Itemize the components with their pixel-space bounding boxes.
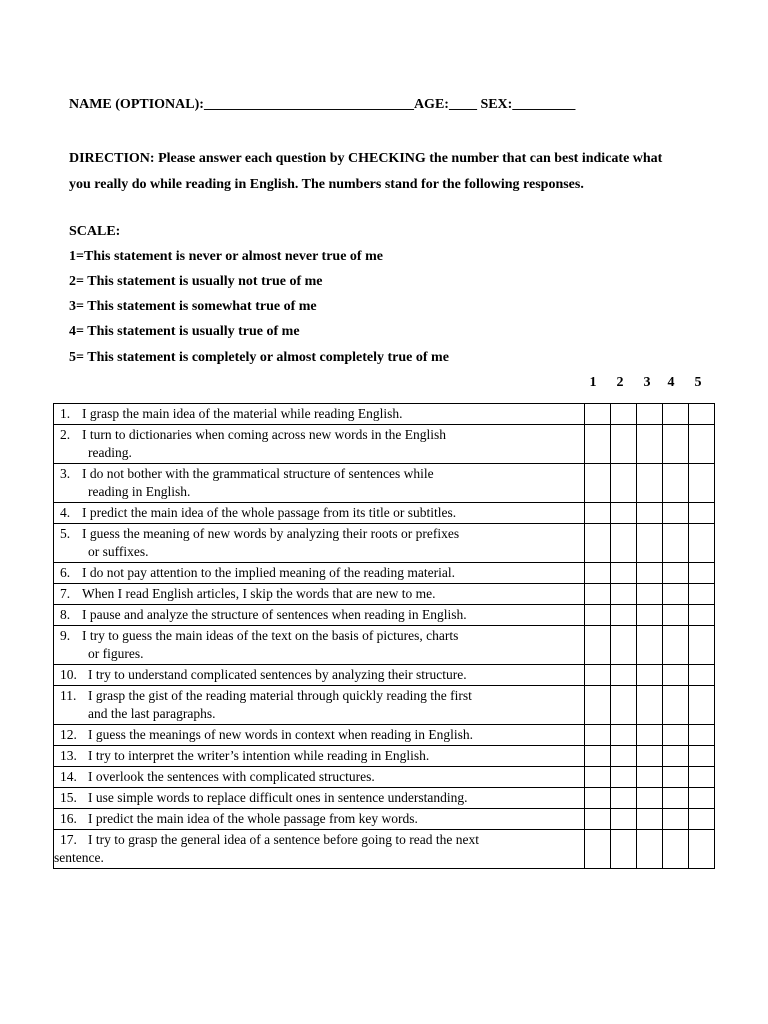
response-box-3[interactable] bbox=[637, 830, 663, 869]
question-number: 4. bbox=[60, 505, 71, 520]
response-box-1[interactable] bbox=[585, 665, 611, 686]
response-box-1[interactable] bbox=[585, 563, 611, 584]
response-box-5[interactable] bbox=[689, 425, 715, 464]
scale-item-5: 5= This statement is completely or almost completely true of me bbox=[69, 350, 449, 365]
question-number: 13. bbox=[60, 748, 77, 763]
question-number: 1. bbox=[60, 406, 71, 421]
question-number: 2. bbox=[60, 427, 71, 442]
response-box-4[interactable] bbox=[663, 809, 689, 830]
question-text: I grasp the gist of the reading material through quickly reading the first bbox=[88, 688, 472, 703]
question-text: I grasp the main idea of the material while reading English. bbox=[82, 406, 403, 421]
age-label: AGE: bbox=[413, 97, 449, 112]
question-number: 15. bbox=[60, 790, 77, 805]
response-box-3[interactable] bbox=[637, 503, 663, 524]
response-box-1[interactable] bbox=[585, 809, 611, 830]
response-box-1[interactable] bbox=[585, 788, 611, 809]
response-box-4[interactable] bbox=[663, 626, 689, 665]
question-number: 7. bbox=[60, 586, 71, 601]
question-number: 10. bbox=[60, 667, 77, 682]
scale-item-1: 1=This statement is never or almost never true of me bbox=[69, 249, 383, 264]
question-statement bbox=[54, 767, 585, 788]
response-box-1[interactable] bbox=[585, 404, 611, 425]
respondent-info-line bbox=[69, 97, 575, 113]
response-box-3[interactable] bbox=[637, 809, 663, 830]
scale-item-2: 2= This statement is usually not true of me bbox=[69, 274, 323, 289]
question-number: 8. bbox=[60, 607, 71, 622]
response-box-4[interactable] bbox=[663, 767, 689, 788]
response-box-2[interactable] bbox=[611, 725, 637, 746]
response-box-1[interactable] bbox=[585, 605, 611, 626]
table-row bbox=[54, 464, 715, 503]
response-box-3[interactable] bbox=[637, 686, 663, 725]
name-field[interactable]: ______________________________ bbox=[203, 97, 414, 112]
column-header-4: 4 bbox=[667, 375, 675, 390]
question-statement bbox=[54, 830, 585, 869]
response-box-3[interactable] bbox=[637, 425, 663, 464]
question-number: 12. bbox=[60, 727, 77, 742]
response-box-4[interactable] bbox=[663, 725, 689, 746]
response-box-4[interactable] bbox=[663, 524, 689, 563]
response-box-4[interactable] bbox=[663, 605, 689, 626]
response-box-2[interactable] bbox=[611, 404, 637, 425]
table-row bbox=[54, 584, 715, 605]
question-statement bbox=[54, 503, 585, 524]
response-box-3[interactable] bbox=[637, 584, 663, 605]
question-text: I try to grasp the general idea of a sentence before going to read the next bbox=[88, 832, 479, 847]
response-box-3[interactable] bbox=[637, 746, 663, 767]
question-statement bbox=[54, 524, 585, 563]
table-row bbox=[54, 746, 715, 767]
table-row bbox=[54, 404, 715, 425]
response-box-2[interactable] bbox=[611, 686, 637, 725]
response-box-2[interactable] bbox=[611, 605, 637, 626]
scale-title: SCALE: bbox=[69, 224, 121, 239]
response-box-3[interactable] bbox=[637, 725, 663, 746]
question-statement bbox=[54, 563, 585, 584]
response-box-4[interactable] bbox=[663, 830, 689, 869]
response-box-5[interactable] bbox=[689, 830, 715, 869]
response-box-5[interactable] bbox=[689, 584, 715, 605]
response-box-5[interactable] bbox=[689, 665, 715, 686]
response-box-4[interactable] bbox=[663, 404, 689, 425]
response-box-3[interactable] bbox=[637, 524, 663, 563]
response-box-5[interactable] bbox=[689, 524, 715, 563]
table-row bbox=[54, 767, 715, 788]
question-text: I guess the meanings of new words in context when reading in English. bbox=[88, 727, 474, 742]
response-box-2[interactable] bbox=[611, 746, 637, 767]
response-box-4[interactable] bbox=[663, 425, 689, 464]
response-box-2[interactable] bbox=[611, 830, 637, 869]
response-box-3[interactable] bbox=[637, 665, 663, 686]
question-number: 16. bbox=[60, 811, 77, 826]
column-header-3: 3 bbox=[643, 375, 651, 390]
column-header-1: 1 bbox=[589, 375, 597, 390]
response-box-5[interactable] bbox=[689, 788, 715, 809]
response-box-2[interactable] bbox=[611, 767, 637, 788]
table-row bbox=[54, 563, 715, 584]
response-box-2[interactable] bbox=[611, 584, 637, 605]
question-text: I do not pay attention to the implied meaning of the reading material. bbox=[82, 565, 456, 580]
response-box-1[interactable] bbox=[585, 626, 611, 665]
response-box-2[interactable] bbox=[611, 809, 637, 830]
response-box-1[interactable] bbox=[585, 725, 611, 746]
response-box-4[interactable] bbox=[663, 584, 689, 605]
question-text: I predict the main idea of the whole passage from its title or subtitles. bbox=[82, 505, 457, 520]
question-text: I do not bother with the grammatical structure of sentences while bbox=[82, 466, 434, 481]
response-box-5[interactable] bbox=[689, 605, 715, 626]
response-box-1[interactable] bbox=[585, 686, 611, 725]
response-box-1[interactable] bbox=[585, 830, 611, 869]
table-row bbox=[54, 626, 715, 665]
question-statement bbox=[54, 626, 585, 665]
question-statement bbox=[54, 788, 585, 809]
response-box-5[interactable] bbox=[689, 503, 715, 524]
question-number: 3. bbox=[60, 466, 71, 481]
question-text: When I read English articles, I skip the words that are new to me. bbox=[82, 586, 436, 601]
table-row bbox=[54, 524, 715, 563]
response-box-2[interactable] bbox=[611, 425, 637, 464]
response-box-4[interactable] bbox=[663, 746, 689, 767]
question-text: I pause and analyze the structure of sentences when reading in English. bbox=[82, 607, 467, 622]
response-box-5[interactable] bbox=[689, 809, 715, 830]
response-box-2[interactable] bbox=[611, 563, 637, 584]
column-header-2: 2 bbox=[616, 375, 624, 390]
table-row bbox=[54, 830, 715, 869]
table-row bbox=[54, 686, 715, 725]
response-box-2[interactable] bbox=[611, 665, 637, 686]
question-number: 6. bbox=[60, 565, 71, 580]
response-box-4[interactable] bbox=[663, 464, 689, 503]
response-box-5[interactable] bbox=[689, 746, 715, 767]
question-statement bbox=[54, 725, 585, 746]
response-box-5[interactable] bbox=[689, 725, 715, 746]
question-statement bbox=[54, 686, 585, 725]
table-row bbox=[54, 605, 715, 626]
age-field[interactable]: ____ bbox=[448, 97, 477, 112]
response-box-5[interactable] bbox=[689, 626, 715, 665]
response-box-1[interactable] bbox=[585, 746, 611, 767]
column-header-5: 5 bbox=[694, 375, 702, 390]
question-number: 11. bbox=[60, 688, 77, 703]
table-row bbox=[54, 809, 715, 830]
response-box-4[interactable] bbox=[663, 686, 689, 725]
question-number: 5. bbox=[60, 526, 71, 541]
question-statement bbox=[54, 464, 585, 503]
table-row bbox=[54, 425, 715, 464]
response-box-5[interactable] bbox=[689, 767, 715, 788]
response-box-1[interactable] bbox=[585, 503, 611, 524]
question-statement bbox=[54, 584, 585, 605]
response-box-2[interactable] bbox=[611, 524, 637, 563]
name-label: NAME (OPTIONAL): bbox=[69, 97, 204, 112]
question-text: I guess the meaning of new words by analyzing their roots or prefixes bbox=[82, 526, 460, 541]
question-text-continued: or figures. bbox=[88, 646, 144, 661]
table-row bbox=[54, 725, 715, 746]
question-text: I try to guess the main ideas of the text on the basis of pictures, charts bbox=[82, 628, 459, 643]
sex-label: SEX: bbox=[480, 97, 513, 112]
question-text-continued: or suffixes. bbox=[88, 544, 149, 559]
question-statement bbox=[54, 605, 585, 626]
table-row bbox=[54, 665, 715, 686]
response-box-4[interactable] bbox=[663, 665, 689, 686]
question-text-continued: and the last paragraphs. bbox=[88, 706, 216, 721]
question-statement bbox=[54, 746, 585, 767]
question-text: I try to understand complicated sentences by analyzing their structure. bbox=[88, 667, 467, 682]
question-number: 14. bbox=[60, 769, 77, 784]
question-statement bbox=[54, 665, 585, 686]
table-row bbox=[54, 788, 715, 809]
response-box-1[interactable] bbox=[585, 524, 611, 563]
response-box-1[interactable] bbox=[585, 425, 611, 464]
question-text: I turn to dictionaries when coming across new words in the English bbox=[82, 427, 447, 442]
question-text: I use simple words to replace difficult ones in sentence understanding. bbox=[88, 790, 468, 805]
response-box-3[interactable] bbox=[637, 464, 663, 503]
response-box-3[interactable] bbox=[637, 626, 663, 665]
response-box-2[interactable] bbox=[611, 503, 637, 524]
question-number: 17. bbox=[60, 832, 77, 847]
response-box-4[interactable] bbox=[663, 503, 689, 524]
response-box-3[interactable] bbox=[637, 404, 663, 425]
response-box-5[interactable] bbox=[689, 563, 715, 584]
question-text-continued: reading. bbox=[88, 445, 132, 460]
response-box-4[interactable] bbox=[663, 563, 689, 584]
question-text-continued: sentence. bbox=[54, 850, 104, 865]
response-box-2[interactable] bbox=[611, 464, 637, 503]
response-box-3[interactable] bbox=[637, 788, 663, 809]
table-row bbox=[54, 503, 715, 524]
question-statement bbox=[54, 809, 585, 830]
response-box-4[interactable] bbox=[663, 788, 689, 809]
response-box-3[interactable] bbox=[637, 563, 663, 584]
response-box-5[interactable] bbox=[689, 464, 715, 503]
response-box-2[interactable] bbox=[611, 626, 637, 665]
response-box-5[interactable] bbox=[689, 686, 715, 725]
question-text: I predict the main idea of the whole passage from key words. bbox=[88, 811, 418, 826]
response-box-5[interactable] bbox=[689, 404, 715, 425]
response-box-1[interactable] bbox=[585, 584, 611, 605]
response-box-1[interactable] bbox=[585, 464, 611, 503]
response-box-2[interactable] bbox=[611, 788, 637, 809]
question-text: I try to interpret the writer’s intention while reading in English. bbox=[88, 748, 430, 763]
response-box-3[interactable] bbox=[637, 767, 663, 788]
response-box-3[interactable] bbox=[637, 605, 663, 626]
questions-table bbox=[53, 403, 715, 869]
question-text-continued: reading in English. bbox=[88, 484, 191, 499]
question-statement bbox=[54, 404, 585, 425]
direction-text: DIRECTION: Please answer each question by CHECKING the number that can best indicate what you really do while reading in English. The numbers stand for the following responses. bbox=[69, 151, 663, 192]
response-box-1[interactable] bbox=[585, 767, 611, 788]
scale-item-3: 3= This statement is somewhat true of me bbox=[69, 299, 317, 314]
question-statement bbox=[54, 425, 585, 464]
question-number: 9. bbox=[60, 628, 71, 643]
sex-field[interactable]: _________ bbox=[512, 97, 576, 112]
question-text: I overlook the sentences with complicated structures. bbox=[88, 769, 375, 784]
scale-item-4: 4= This statement is usually true of me bbox=[69, 324, 300, 339]
